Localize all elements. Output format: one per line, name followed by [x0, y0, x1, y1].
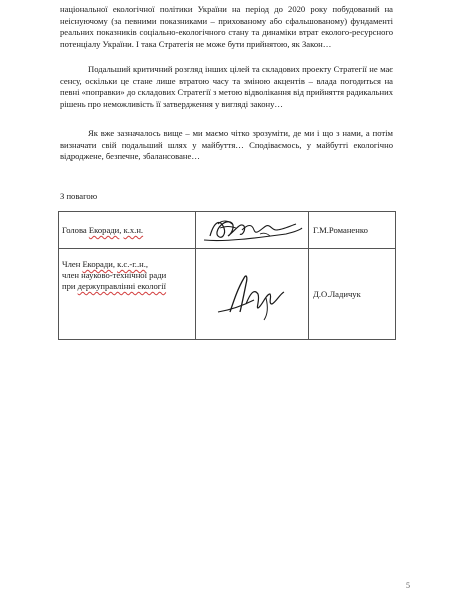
signature-row [59, 212, 396, 249]
signature-row [59, 249, 396, 340]
title-line-3 [62, 281, 192, 292]
closing-regards: З повагою [60, 191, 98, 201]
title-separator: , [112, 259, 118, 269]
signatory-name: Д.О.Ладичук [308, 249, 395, 340]
title-line-2: член науково-технічної ради [62, 270, 167, 280]
signatory-title [59, 212, 196, 249]
title-prefix: Член [62, 259, 83, 269]
title-prefix: при [62, 281, 78, 291]
signatory-name: Г.М.Романенко [308, 212, 395, 249]
title-org: держуправлінні екології [77, 281, 167, 291]
title-org: Екоради [82, 259, 113, 269]
title-org: Екоради [88, 225, 120, 235]
title-suffix: , [145, 259, 149, 269]
signature-table [58, 211, 396, 340]
handwritten-signature-1 [195, 212, 308, 249]
title-prefix: Голова [62, 225, 89, 235]
signature-1-icon [196, 212, 308, 248]
paragraph-1: національної екологічної політики України на період до 2020 року побудований на неіснуючому (за певними показниками – прихованому або сфальшованому) фундаменті реальних показників соціально-екологічного стану та динаміки втрат еколого-ресурсного потенціалу України. І така Стратегія не може бути прийнятою, як Закон… [60, 4, 393, 49]
title-separator: , [119, 225, 124, 235]
paragraph-3: Як вже зазначалось вище – ми маємо чітко зрозуміти, де ми і що з нами, а потім визначати свій подальший шлях у майбуття… Сподіваємось, у майбутті екологічно відроджене, безпечне, збалансоване… [60, 128, 393, 162]
paragraph-2: Подальший критичний розгляд інших цілей та складових проекту Стратегії не має сенсу, оскільки це стане лише втратою часу та зміною акцентів – влада погодиться на певні «поправки» до складових Стратегії з метою відволікання від прийняття радикальних рішень про неможливість її затвердження у вигляді закону… [60, 64, 393, 109]
signature-2-icon [196, 254, 308, 334]
title-line-1 [62, 259, 192, 270]
title-degree: к.с.-г..н. [117, 259, 146, 269]
title-degree: к.х.н. [123, 225, 144, 235]
signatory-title [59, 249, 196, 340]
page-number: 5 [406, 581, 410, 590]
handwritten-signature-2 [195, 249, 308, 340]
